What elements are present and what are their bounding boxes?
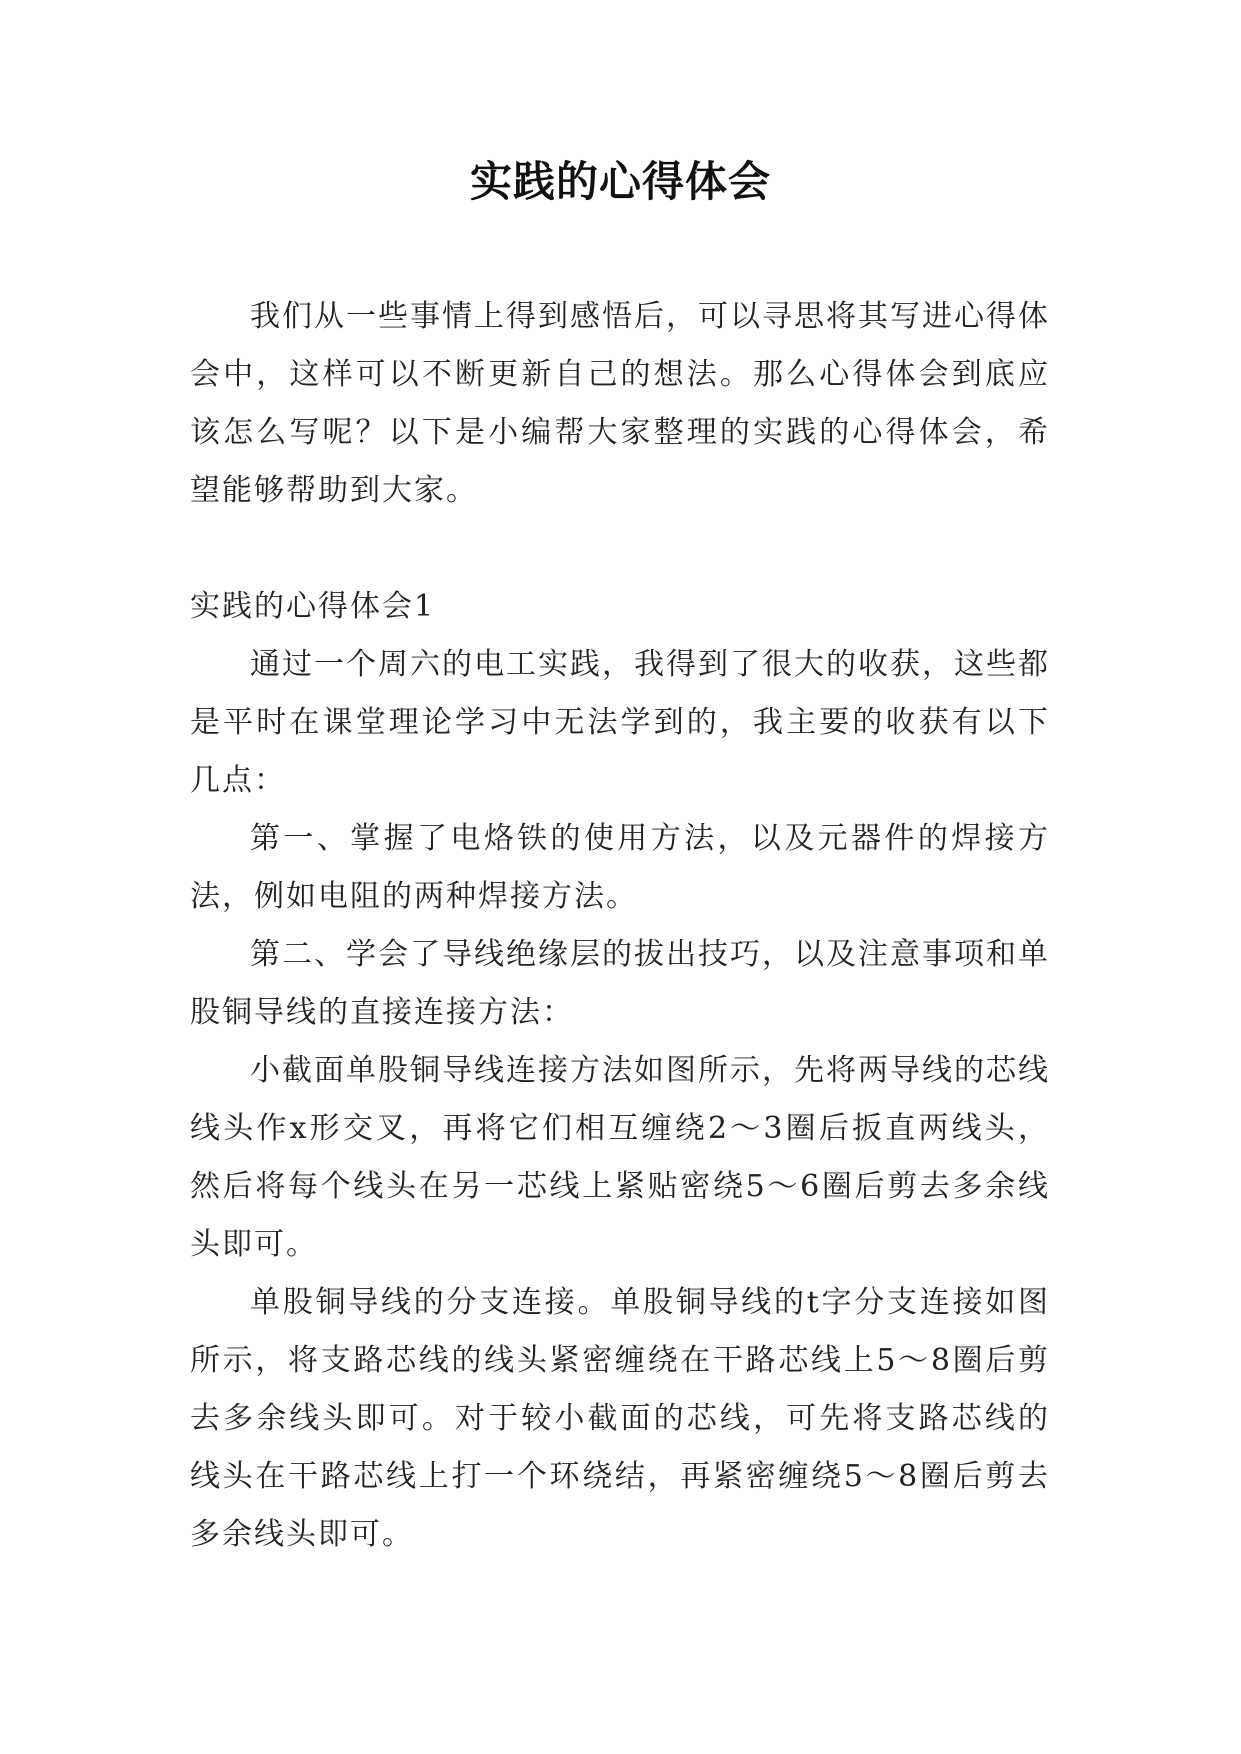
body-paragraph: 通过一个周六的电工实践，我得到了很大的收获，这些都是平时在课堂理论学习中无法学到的，我主要的收获有以下几点： [190,647,1050,798]
document-title: 实践的心得体会 [469,157,771,206]
body-paragraph: 第一、掌握了电烙铁的使用方法，以及元器件的焊接方法，例如电阻的两种焊接方法。 [190,821,1050,914]
body-paragraph: 小截面单股铜导线连接方法如图所示，先将两导线的芯线线头作x形交叉，再将它们相互缠绕2～3圈后扳直两线头，然后将每个线头在另一芯线上紧贴密绕5～6圈后剪去多余线头即可。 [190,1053,1050,1262]
body-paragraph: 单股铜导线的分支连接。单股铜导线的t字分支连接如图所示，将支路芯线的线头紧密缠绕在干路芯线上5～8圈后剪去多余线头即可。对于较小截面的芯线，可先将支路芯线的线头在干路芯线上打一个环绕结，再紧密缠绕5～8圈后剪去多余线头即可。 [190,1285,1050,1552]
document-body [190,288,1050,1564]
intro-paragraph: 我们从一些事情上得到感悟后，可以寻思将其写进心得体会中，这样可以不断更新自己的想法。那么心得体会到底应该怎么写呢？以下是小编帮大家整理的实践的心得体会，希望能够帮助到大家。 [190,299,1050,508]
paragraph-spacer [190,520,1050,578]
body-paragraph: 第二、学会了导线绝缘层的拔出技巧，以及注意事项和单股铜导线的直接连接方法： [190,937,1050,1030]
section-heading: 实践的心得体会1 [190,589,436,624]
